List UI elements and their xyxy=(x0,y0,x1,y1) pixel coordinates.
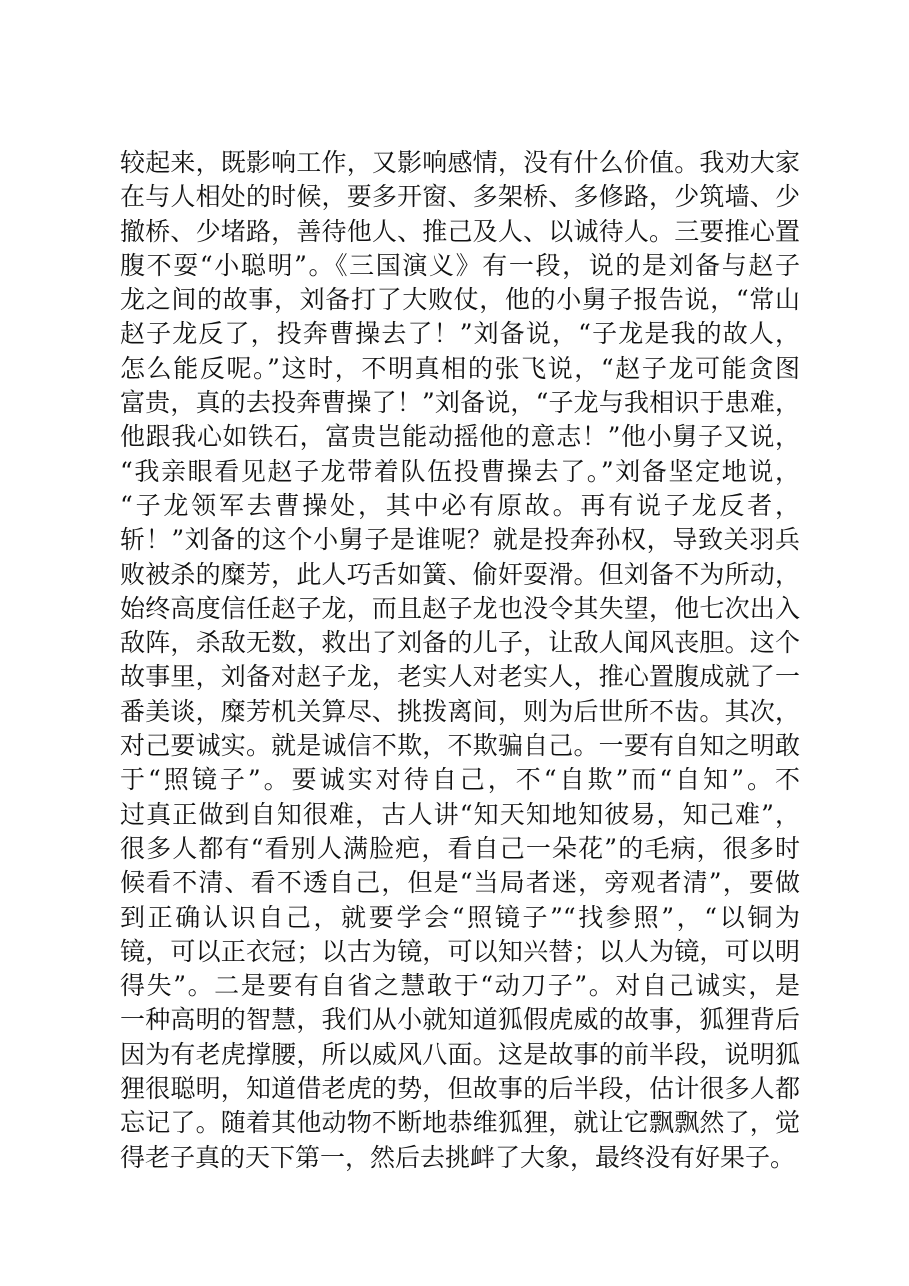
text-line: 镜，可以正衣冠；以古为镜，可以知兴替；以人为镜，可以明 xyxy=(120,936,800,966)
text-line: 到正确认识自己，就要学会“照镜子”“找参照”，“以铜为 xyxy=(120,902,800,932)
text-line: 怎么能反呢。”这时，不明真相的张飞说，“赵子龙可能贪图 xyxy=(120,353,800,383)
text-line: 忘记了。随着其他动物不断地恭维狐狸，就让它飘飘然了，觉 xyxy=(120,1108,800,1138)
text-line: 敌阵，杀敌无数，救出了刘备的儿子，让敌人闻风丧胆。这个 xyxy=(120,628,800,658)
text-line: 撤桥、少堵路，善待他人、推己及人、以诚待人。三要推心置 xyxy=(120,216,800,246)
text-line: 较起来，既影响工作，又影响感情，没有什么价值。我劝大家 xyxy=(120,148,800,177)
text-line: 始终高度信任赵子龙，而且赵子龙也没令其失望，他七次出入 xyxy=(120,593,800,623)
text-line: 腹不耍“小聪明”。《三国演义》有一段，说的是刘备与赵子 xyxy=(120,250,800,280)
text-line: 龙之间的故事，刘备打了大败仗，他的小舅子报告说，“常山 xyxy=(120,285,800,315)
text-line: 败被杀的糜芳，此人巧舌如簧、偷奸耍滑。但刘备不为所动， xyxy=(120,559,800,589)
text-line: “我亲眼看见赵子龙带着队伍投曹操去了。”刘备坚定地说， xyxy=(120,456,800,486)
text-line: 在与人相处的时候，要多开窗、多架桥、多修路，少筑墙、少 xyxy=(120,182,800,212)
body-text xyxy=(120,146,800,1175)
text-line: 番美谈，糜芳机关算尽、挑拨离间，则为后世所不齿。其次， xyxy=(120,696,800,726)
text-line: “子龙领军去曹操处，其中必有原故。再有说子龙反者， xyxy=(120,490,800,520)
text-line: 候看不清、看不透自己，但是“当局者迷，旁观者清”，要做 xyxy=(120,868,800,898)
text-line: 得老子真的天下第一，然后去挑衅了大象，最终没有好果子。 xyxy=(120,1142,796,1172)
text-line: 一种高明的智慧，我们从小就知道狐假虎威的故事，狐狸背后 xyxy=(120,1005,800,1035)
text-line: 赵子龙反了，投奔曹操去了！”刘备说，“子龙是我的故人， xyxy=(120,319,800,349)
text-line: 对己要诚实。就是诚信不欺，不欺骗自己。一要有自知之明敢 xyxy=(120,731,800,761)
text-line: 很多人都有“看别人满脸疤，看自己一朵花”的毛病，很多时 xyxy=(120,833,800,863)
text-line: 过真正做到自知很难，古人讲“知天知地知彼易，知己难”， xyxy=(120,799,800,829)
text-line: 因为有老虎撑腰，所以威风八面。这是故事的前半段，说明狐 xyxy=(120,1039,800,1069)
text-line: 斩！”刘备的这个小舅子是谁呢？就是投奔孙权，导致关羽兵 xyxy=(120,525,800,555)
text-line: 他跟我心如铁石，富贵岂能动摇他的意志！”他小舅子又说， xyxy=(120,422,800,452)
text-line: 狸很聪明，知道借老虎的势，但故事的后半段，估计很多人都 xyxy=(120,1074,800,1104)
text-line: 故事里，刘备对赵子龙，老实人对老实人，推心置腹成就了一 xyxy=(120,662,800,692)
text-line: 富贵，真的去投奔曹操了！”刘备说，“子龙与我相识于患难， xyxy=(120,388,800,418)
text-line: 于“照镜子”。要诚实对待自己，不“自欺”而“自知”。不 xyxy=(120,765,800,795)
text-line: 得失”。二是要有自省之慧敢于“动刀子”。对自己诚实，是 xyxy=(120,971,800,1001)
